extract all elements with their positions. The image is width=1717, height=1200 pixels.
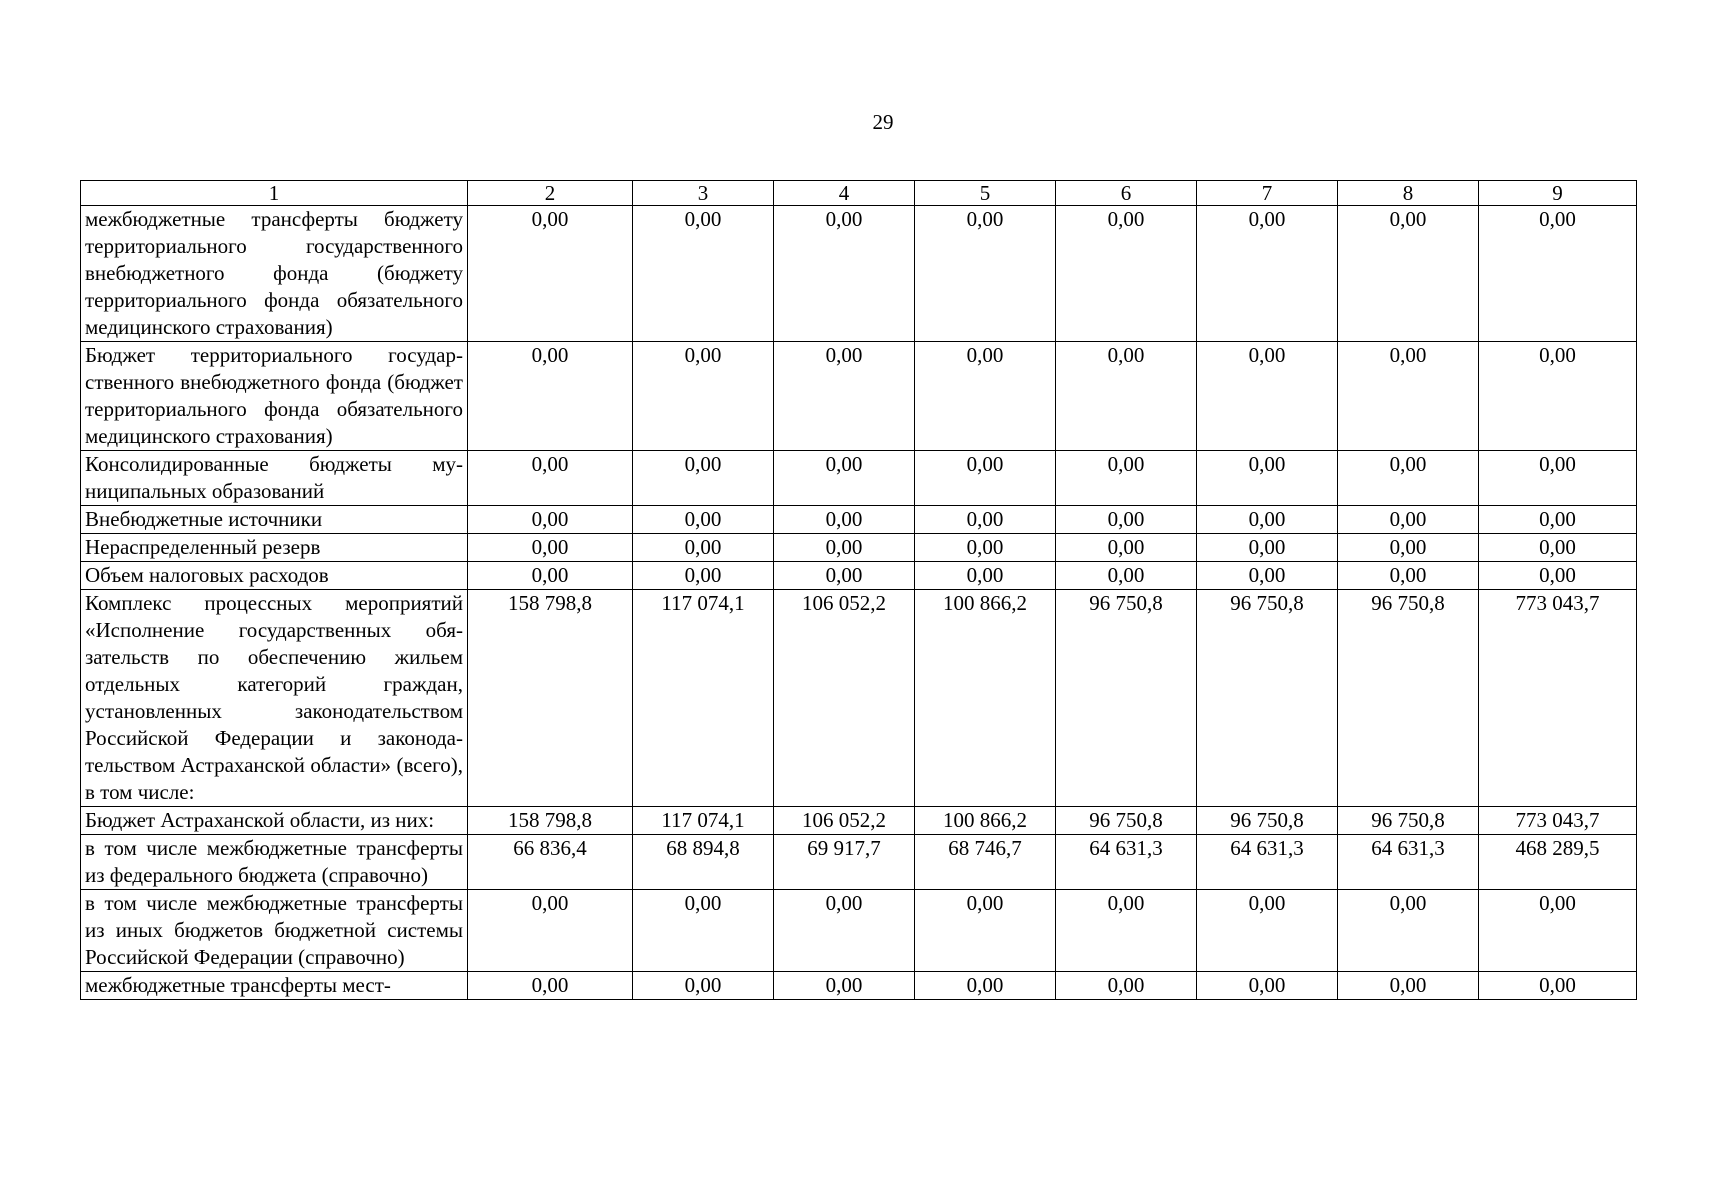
value-cell: 100 866,2 xyxy=(915,807,1056,835)
row-label: Внебюджетные источники xyxy=(81,506,468,534)
value-cell: 0,00 xyxy=(633,506,774,534)
value-cell: 0,00 xyxy=(633,562,774,590)
row-label: Нераспределенный резерв xyxy=(81,534,468,562)
value-cell: 0,00 xyxy=(468,506,633,534)
column-header: 1 xyxy=(81,181,468,206)
value-cell: 106 052,2 xyxy=(774,590,915,807)
value-cell: 64 631,3 xyxy=(1197,835,1338,890)
table-row xyxy=(81,534,1637,562)
budget-table xyxy=(80,180,1637,1000)
value-cell: 96 750,8 xyxy=(1056,807,1197,835)
value-cell: 0,00 xyxy=(774,342,915,451)
value-cell: 0,00 xyxy=(1338,890,1479,972)
column-header: 5 xyxy=(915,181,1056,206)
value-cell: 117 074,1 xyxy=(633,807,774,835)
value-cell: 0,00 xyxy=(468,451,633,506)
value-cell: 0,00 xyxy=(1479,972,1637,1000)
value-cell: 64 631,3 xyxy=(1338,835,1479,890)
value-cell: 100 866,2 xyxy=(915,590,1056,807)
value-cell: 0,00 xyxy=(1197,562,1338,590)
value-cell: 0,00 xyxy=(774,451,915,506)
value-cell: 0,00 xyxy=(1056,890,1197,972)
value-cell: 0,00 xyxy=(1056,206,1197,342)
value-cell: 0,00 xyxy=(468,562,633,590)
value-cell: 0,00 xyxy=(1197,506,1338,534)
row-label: межбюджетные трансферты бюджету территориального государственного внебюджетного фонда (бюджету территориального фонда обязательного медицинского страхования) xyxy=(81,206,468,342)
value-cell: 773 043,7 xyxy=(1479,807,1637,835)
row-label: Консолидированные бюджеты муниципальных образований xyxy=(81,451,468,506)
value-cell: 468 289,5 xyxy=(1479,835,1637,890)
value-cell: 0,00 xyxy=(1338,562,1479,590)
value-cell: 0,00 xyxy=(774,534,915,562)
row-label: Бюджет Астраханской области, из них: xyxy=(81,807,468,835)
value-cell: 96 750,8 xyxy=(1056,590,1197,807)
value-cell: 69 917,7 xyxy=(774,835,915,890)
value-cell: 68 894,8 xyxy=(633,835,774,890)
value-cell: 0,00 xyxy=(633,890,774,972)
table-row xyxy=(81,590,1637,807)
value-cell: 0,00 xyxy=(1338,506,1479,534)
value-cell: 96 750,8 xyxy=(1338,807,1479,835)
value-cell: 96 750,8 xyxy=(1197,590,1338,807)
table-row xyxy=(81,206,1637,342)
value-cell: 0,00 xyxy=(915,562,1056,590)
value-cell: 0,00 xyxy=(915,972,1056,1000)
value-cell: 0,00 xyxy=(1338,206,1479,342)
table-row xyxy=(81,890,1637,972)
value-cell: 0,00 xyxy=(1479,534,1637,562)
value-cell: 0,00 xyxy=(1338,534,1479,562)
value-cell: 0,00 xyxy=(915,890,1056,972)
value-cell: 0,00 xyxy=(1197,206,1338,342)
value-cell: 0,00 xyxy=(774,506,915,534)
value-cell: 0,00 xyxy=(1479,506,1637,534)
row-label: межбюджетные трансферты мест- xyxy=(81,972,468,1000)
column-header: 2 xyxy=(468,181,633,206)
value-cell: 0,00 xyxy=(1479,206,1637,342)
table-row xyxy=(81,562,1637,590)
value-cell: 0,00 xyxy=(1197,451,1338,506)
column-header: 3 xyxy=(633,181,774,206)
value-cell: 0,00 xyxy=(633,972,774,1000)
value-cell: 0,00 xyxy=(1197,534,1338,562)
value-cell: 158 798,8 xyxy=(468,807,633,835)
value-cell: 158 798,8 xyxy=(468,590,633,807)
value-cell: 0,00 xyxy=(915,534,1056,562)
column-header: 9 xyxy=(1479,181,1637,206)
column-header: 7 xyxy=(1197,181,1338,206)
value-cell: 0,00 xyxy=(915,206,1056,342)
value-cell: 0,00 xyxy=(915,506,1056,534)
value-cell: 0,00 xyxy=(774,562,915,590)
value-cell: 0,00 xyxy=(1197,342,1338,451)
row-label: Комплекс процессных мероприятий «Исполнение государственных обязательств по обеспечению жильем отдельных категорий граждан, установленных законодательством Российской Федерации и законодательством Астраханской области» (всего), в том числе: xyxy=(81,590,468,807)
value-cell: 96 750,8 xyxy=(1338,590,1479,807)
value-cell: 68 746,7 xyxy=(915,835,1056,890)
value-cell: 0,00 xyxy=(774,206,915,342)
value-cell: 0,00 xyxy=(1338,972,1479,1000)
value-cell: 0,00 xyxy=(1056,972,1197,1000)
page-number: 29 xyxy=(872,110,894,134)
value-cell: 0,00 xyxy=(468,206,633,342)
column-header: 6 xyxy=(1056,181,1197,206)
value-cell: 0,00 xyxy=(633,451,774,506)
value-cell: 773 043,7 xyxy=(1479,590,1637,807)
value-cell: 0,00 xyxy=(1479,562,1637,590)
value-cell: 0,00 xyxy=(1056,451,1197,506)
value-cell: 0,00 xyxy=(468,534,633,562)
row-label: Бюджет территориального государственного внебюджетного фонда (бюджет территориального фонда обязательного медицинского страхования) xyxy=(81,342,468,451)
value-cell: 0,00 xyxy=(774,972,915,1000)
table-row xyxy=(81,451,1637,506)
value-cell: 106 052,2 xyxy=(774,807,915,835)
column-header: 8 xyxy=(1338,181,1479,206)
table-row xyxy=(81,342,1637,451)
value-cell: 117 074,1 xyxy=(633,590,774,807)
value-cell: 0,00 xyxy=(633,534,774,562)
header-row xyxy=(81,181,1637,206)
value-cell: 0,00 xyxy=(1056,506,1197,534)
value-cell: 0,00 xyxy=(1056,534,1197,562)
value-cell: 0,00 xyxy=(774,890,915,972)
value-cell: 0,00 xyxy=(1056,562,1197,590)
value-cell: 0,00 xyxy=(633,206,774,342)
row-label: Объем налоговых расходов xyxy=(81,562,468,590)
value-cell: 0,00 xyxy=(1197,890,1338,972)
value-cell: 0,00 xyxy=(1479,342,1637,451)
row-label: в том числе межбюджетные трансферты из федерального бюджета (справочно) xyxy=(81,835,468,890)
table-row xyxy=(81,506,1637,534)
table-row xyxy=(81,835,1637,890)
value-cell: 0,00 xyxy=(468,342,633,451)
value-cell: 66 836,4 xyxy=(468,835,633,890)
value-cell: 0,00 xyxy=(1056,342,1197,451)
table-row xyxy=(81,807,1637,835)
value-cell: 0,00 xyxy=(1338,451,1479,506)
value-cell: 64 631,3 xyxy=(1056,835,1197,890)
value-cell: 0,00 xyxy=(915,342,1056,451)
value-cell: 0,00 xyxy=(1338,342,1479,451)
column-header: 4 xyxy=(774,181,915,206)
row-label: в том числе межбюджетные трансферты из иных бюджетов бюджетной системы Российской Федерации (справочно) xyxy=(81,890,468,972)
table-row xyxy=(81,972,1637,1000)
value-cell: 0,00 xyxy=(1479,890,1637,972)
value-cell: 0,00 xyxy=(468,972,633,1000)
value-cell: 0,00 xyxy=(1197,972,1338,1000)
value-cell: 0,00 xyxy=(468,890,633,972)
value-cell: 0,00 xyxy=(915,451,1056,506)
value-cell: 0,00 xyxy=(633,342,774,451)
value-cell: 96 750,8 xyxy=(1197,807,1338,835)
value-cell: 0,00 xyxy=(1479,451,1637,506)
